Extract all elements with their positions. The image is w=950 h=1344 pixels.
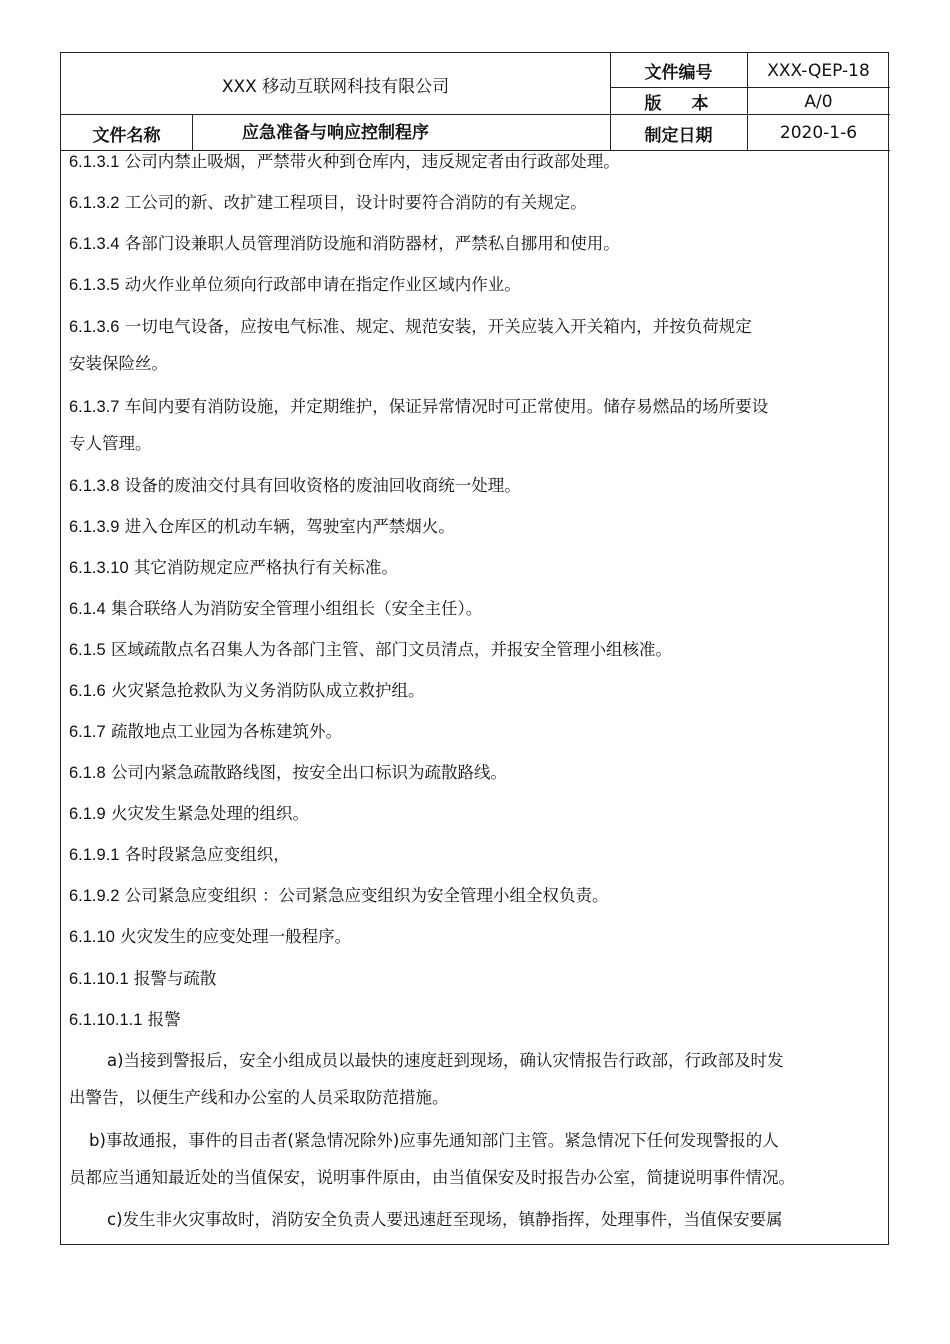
- paragraph: 6.1.6 火灾紧急抢救队为义务消防队成立救护组。: [69, 681, 425, 700]
- list-item-c: c)发生非火灾事故时，消防安全负责人要迅速赶至现场，镇静指挥，处理事件，当值保安要属: [107, 1210, 783, 1229]
- paragraph: 6.1.3.9 进入仓库区的机动车辆，驾驶室内严禁烟火。: [69, 517, 455, 536]
- list-item-b: b)事故通报，事件的目击者(紧急情况除外)应事先通知部门主管。紧急情况下任何发现警报的人: [89, 1131, 779, 1150]
- paragraph-continuation: 安装保险丝。: [69, 354, 168, 373]
- document-header-table: [61, 53, 888, 151]
- paragraph: 6.1.3.2 工公司的新、改扩建工程项目，设计时要符合消防的有关规定。: [69, 193, 587, 212]
- paragraph: 6.1.3.8 设备的废油交付具有回收资格的废油回收商统一处理。: [69, 476, 521, 495]
- list-item-a: a)当接到警报后，安全小组成员以最快的速度赶到现场，确认灾情报告行政部，行政部及时发: [107, 1051, 784, 1070]
- paragraph: 6.1.3.4 各部门设兼职人员管理消防设施和消防器材，严禁私自挪用和使用。: [69, 234, 620, 253]
- paragraph: 6.1.9.2 公司紧急应变组织 ：公司紧急应变组织为安全管理小组全权负责。: [69, 886, 609, 905]
- list-item-continuation: 出警告，以便生产线和办公室的人员采取防范措施。: [69, 1088, 449, 1107]
- version-value: A/0: [804, 91, 833, 112]
- header-divider: [192, 114, 193, 151]
- paragraph: 6.1.3.10 其它消防规定应严格执行有关标准。: [69, 558, 398, 577]
- paragraph: 6.1.3.7 车间内要有消防设施，并定期维护，保证异常情况时可正常使用。储存易燃品的场所要设: [69, 397, 769, 416]
- header-divider: [610, 53, 611, 151]
- paragraph: 6.1.10.1.1 报警: [69, 1010, 181, 1029]
- paragraph: 6.1.5 区域疏散点名召集人为各部门主管、部门文员清点，并报安全管理小组核准。: [69, 640, 672, 659]
- paragraph: 6.1.9 火灾发生紧急处理的组织。: [69, 804, 309, 823]
- doc-name-label: 文件名称: [92, 125, 161, 146]
- paragraph-continuation: 专人管理。: [69, 434, 152, 453]
- paragraph: 6.1.10 火灾发生的应变处理一般程序。: [69, 927, 352, 946]
- paragraph: 6.1.4 集合联络人为消防安全管理小组组长（安全主任）。: [69, 599, 483, 618]
- document-frame: [60, 52, 889, 1245]
- doc-number-label: 文件编号: [644, 63, 713, 83]
- paragraph: 6.1.7 疏散地点工业园为各栋建筑外。: [69, 722, 342, 741]
- doc-name-value: 应急准备与响应控制程序: [242, 122, 429, 143]
- paragraph: 6.1.10.1 报警与疏散: [69, 969, 217, 988]
- date-label: 制定日期: [644, 125, 713, 146]
- version-label: 版本: [644, 94, 739, 114]
- header-divider: [747, 53, 748, 151]
- paragraph: 6.1.3.5 动火作业单位须向行政部申请在指定作业区域内作业。: [69, 275, 521, 294]
- doc-number-value: XXX-QEP-18: [767, 60, 870, 81]
- company-name: XXX 移动互联网科技有限公司: [221, 76, 450, 97]
- paragraph: 6.1.8 公司内紧急疏散路线图，按安全出口标识为疏散路线。: [69, 763, 507, 782]
- paragraph: 6.1.3.1 公司内禁止吸烟，严禁带火种到仓库内，违反规定者由行政部处理。: [69, 152, 620, 171]
- date-value: 2020-1-6: [779, 123, 858, 143]
- paragraph: 6.1.3.6 一切电气设备，应按电气标准、规定、规范安装，开关应装入开关箱内，并按负荷规定: [69, 317, 752, 336]
- paragraph: 6.1.9.1 各时段紧急应变组织，: [69, 845, 290, 864]
- header-divider: [610, 87, 890, 88]
- list-item-continuation: 员都应当通知最近处的当值保安，说明事件原由，由当值保安及时报告办公室，简捷说明事件情况。: [69, 1168, 795, 1187]
- header-divider: [61, 114, 890, 115]
